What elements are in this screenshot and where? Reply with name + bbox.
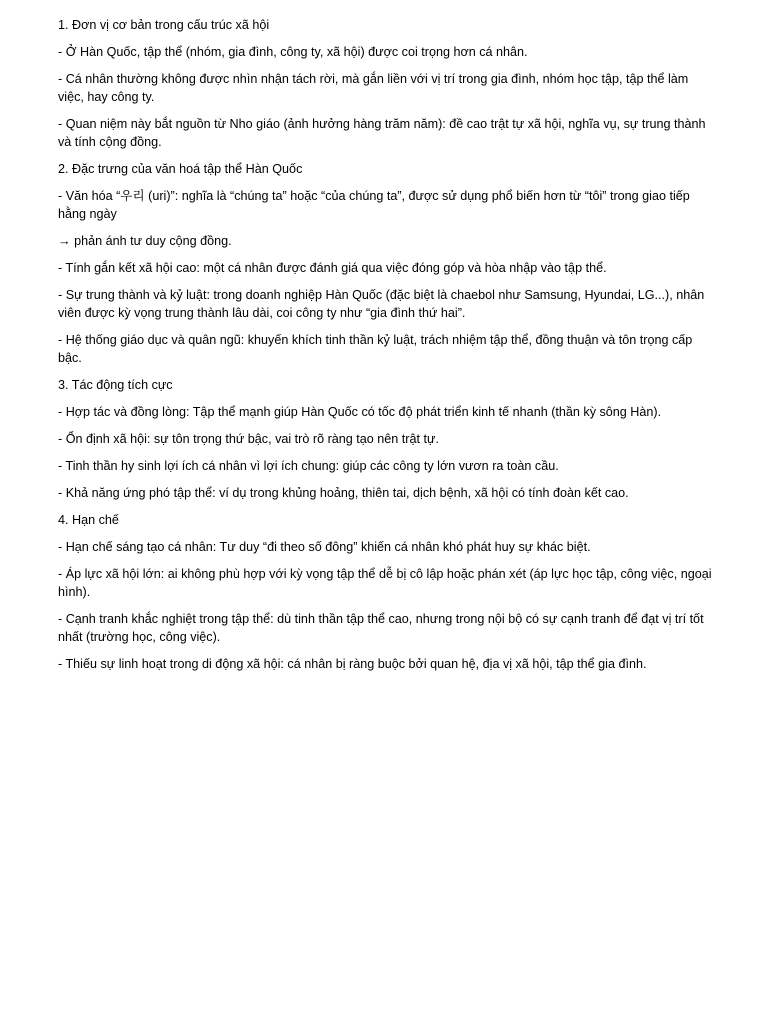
bullet-collective-priority: - Ở Hàn Quốc, tập thể (nhóm, gia đình, công ty, xã hội) được coi trọng hơn cá nhân. [58,45,528,59]
bullet-sacrifice-spirit: - Tinh thần hy sinh lợi ích cá nhân vì lợi ích chung: giúp các công ty lớn vươn ra toàn cầu. [58,459,559,473]
bullet-harsh-competition: - Cạnh tranh khắc nghiệt trong tập thể: dù tinh thần tập thể cao, nhưng trong nội bộ có sự cạnh tranh để đạt vị trí tốt nhất (trường học, công việc). [58,612,708,644]
bullet-social-cohesion: - Tính gắn kết xã hội cao: một cá nhân được đánh giá qua việc đóng góp và hòa nhập vào tập thể. [58,261,607,275]
bullet-uri-culture: - Văn hóa “우리 (uri)”: nghĩa là “chúng ta” hoặc “của chúng ta”, được sử dụng phổ biến hơn từ “tôi” trong giao tiếp hằng ngày [58,189,694,221]
bullet-social-stability: - Ổn định xã hội: sự tôn trọng thứ bậc, vai trò rõ ràng tạo nên trật tự. [58,432,439,446]
line-community-thinking: → phản ánh tư duy cộng đồng. [58,234,232,248]
bullet-collective-response: - Khả năng ứng phó tập thể: ví dụ trong khủng hoảng, thiên tai, dịch bệnh, xã hội có tính đoàn kết cao. [58,486,629,500]
bullet-education-military: - Hệ thống giáo dục và quân ngũ: khuyến khích tinh thần kỷ luật, trách nhiệm tập thể, đồng thuận và tôn trọng cấp bậc. [58,333,696,365]
section-heading-basic-unit: 1. Đơn vị cơ bản trong cấu trúc xã hội [58,18,270,32]
bullet-social-pressure: - Áp lực xã hội lớn: ai không phù hợp với kỳ vọng tập thể dễ bị cô lập hoặc phán xét (áp lực học tập, công việc, ngoại hình). [58,567,716,599]
bullet-individual-position: - Cá nhân thường không được nhìn nhận tách rời, mà gắn liền với vị trí trong gia đình, nhóm học tập, tập thể làm việc, hay công ty. [58,72,692,104]
bullet-confucian-origin: - Quan niệm này bắt nguồn từ Nho giáo (ảnh hưởng hàng trăm năm): đề cao trật tự xã hội, nghĩa vụ, sự trung thành và tính cộng đồng. [58,117,710,149]
bullet-loyalty-discipline: - Sự trung thành và kỷ luật: trong doanh nghiệp Hàn Quốc (đặc biệt là chaebol như Samsung, Hyundai, LG...), nhân viên được kỳ vọng trung thành lâu dài, coi công ty như “gia đình thứ hai”. [58,288,708,320]
bullet-limited-creativity: - Hạn chế sáng tạo cá nhân: Tư duy “đi theo số đông” khiến cá nhân khó phát huy sự khác biệt. [58,540,591,554]
section-heading-positive-impact: 3. Tác động tích cực [58,378,173,392]
section-heading-characteristics: 2. Đặc trưng của văn hoá tập thể Hàn Quốc [58,162,303,176]
bullet-social-mobility: - Thiếu sự linh hoạt trong di động xã hội: cá nhân bị ràng buộc bởi quan hệ, địa vị xã hội, tập thể gia đình. [58,657,647,671]
bullet-cooperation: - Hợp tác và đồng lòng: Tập thể mạnh giúp Hàn Quốc có tốc độ phát triển kinh tế nhanh (thần kỳ sông Hàn). [58,405,662,419]
section-heading-limitations: 4. Hạn chế [58,513,119,527]
